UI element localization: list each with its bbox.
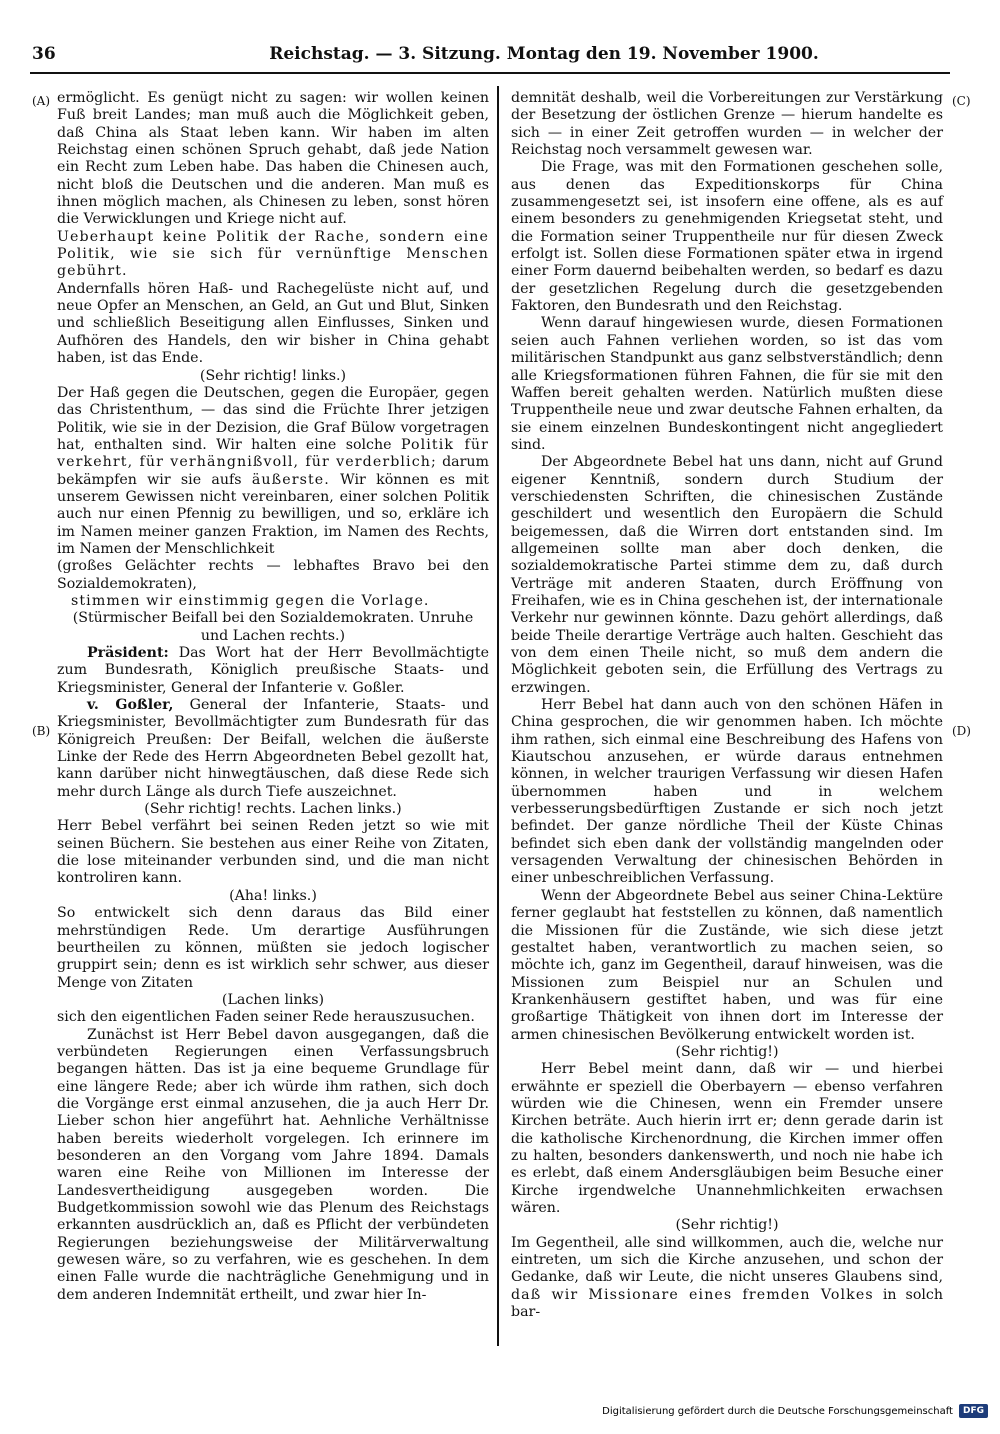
paragraph [511, 1235, 943, 1322]
page-header [30, 42, 948, 72]
emphasized-text: daß wir Missionare eines fremden Volkes [511, 1286, 874, 1303]
paragraph: ermöglicht. Es genügt nicht zu sagen: wir wollen keinen Fuß breit Landes; man muß auch die Möglichkeit geben, daß China als Staat leben kann. Wir haben im alten Reichstag einen schönen Spruch gehabt, daß jede Nation ein Recht zum Leben habe. Das haben die Chinesen auch, nicht bloß die Deutschen und die anderen. Man muß es ihnen möglich machen, als Chinesen zu leben, sonst hören die Verwicklungen und Kriege nicht auf. [57, 90, 489, 228]
interjection: (Lachen links) [221, 991, 325, 1008]
left-column [57, 90, 489, 1304]
paragraph: Andernfalls hören Haß- und Rachegelüste nicht auf, und neue Opfer an Menschen, an Geld, an Gut und Blut, Sinken und schließlich Beseitigung allen Einflusses, Sinken und Aufhören des Handels, den wir bisher in China gehabt haben, ist das Ende. [57, 280, 489, 367]
paragraph: Die Frage, was mit den Formationen geschehen solle, aus denen das Expeditionskorps für China zusammengesetzt sei, ist insofern eine offene, als es auf einem besonders zu genehmigenden Kriegsetat steht, und die Formation seiner Truppentheile nur für diesen Zweck erfolgt ist. Sollen diese Formationen später etwa in irgend einer Form dauernd beibehalten werden, so bedarf es dazu der gesetzlichen Regelung durch die gesetzgebenden Faktoren, den Bundesrath und den Reichstag. [511, 159, 943, 315]
speaker-name: v. Goßler, [87, 697, 174, 714]
interjection: (Sehr richtig!) [675, 1043, 779, 1060]
margin-mark-d: (D) [952, 724, 971, 738]
speech-text: General der Infanterie, Staats- und Kriegsminister, Bevollmächtigter zum Bundesrath für das Königreich Preußen: Der Beifall, welchen die äußerste Linke der Rede des Herrn Abgeordneten Bebel gezollt hat, kann darüber nicht hinwegtäuschen, daß diese Rede sich mehr durch Länge als durch Tiefe auszeichnet. [57, 697, 489, 800]
paragraph: Wenn der Abgeordnete Bebel aus seiner China-Lektüre ferner geglaubt hat feststellen zu können, daß namentlich die Missionen für die Zustände, wie sich diese jetzt gestaltet haben, verantwortlich zu machen seien, so möchte ich, ganz im Gegentheil, darauf hinweisen, was die Missionen zum Beispiel nur an Schulen und Krankenhäusern gestiftet haben, und was für eine großartige Thätigkeit von ihnen dort im Interesse der armen chinesischen Bevölkerung entwickelt worden ist. [511, 887, 943, 1043]
interjection: (Sehr richtig! rechts. Lachen links.) [144, 801, 402, 818]
footer-text: Digitalisierung gefördert durch die Deutsche Forschungsgemeinschaft [602, 1405, 953, 1417]
paragraph: Herr Bebel meint dann, daß wir — und hierbei erwähnte er speziell die Oberbayern — ebenso verfahren würden wie die Chinesen, wenn ein Fremder unsere Kirchen beträte. Auch hierin irrt er; denn gerade darin ist die katholische Kirchenordnung, die Kirchen immer offen zu halten, besonders dankenswerth, und noch nie habe ich es erlebt, daß einem Andersgläubigen beim Besuche einer Kirche irgendwelche Unannehmlichkeiten erwachsen wären. [511, 1061, 943, 1216]
emphasized-text: äußerste. [251, 471, 330, 488]
emphasized-text: Politik für verkehrt, für verhängnißvoll, für verderblich; [57, 436, 490, 471]
page-number: 36 [32, 44, 56, 64]
interjection: (Sehr richtig! links.) [199, 367, 347, 384]
paragraph: Herr Bebel verfährt bei seinen Reden jetzt so wie mit seinen Büchern. Sie bestehen aus einer Reihe von Zitaten, die lose miteinander verbunden sind, und die man nicht kontroliren kann. [57, 818, 489, 887]
running-title: Reichstag. — 3. Sitzung. Montag den 19. November 1900. [269, 44, 819, 64]
interjection: (Sehr richtig!) [675, 1217, 779, 1234]
paragraph: demnität deshalb, weil die Vorbereitungen zur Verstärkung der Besetzung der östlichen Grenze — hierum handelte es sich — in einer Zeit getroffen wurden — in welcher der Reichstag noch versammelt gewesen war. [511, 90, 943, 159]
margin-mark-b: (B) [32, 724, 51, 738]
text-run: darum bekämpfen wir sie aufs [57, 454, 489, 488]
text-run: in solch bar- [511, 1286, 943, 1321]
speaker-paragraph [57, 645, 489, 697]
emphasized-paragraph: stimmen wir einstimmig gegen die Vorlage. [71, 592, 430, 609]
text-run: Der Haß gegen die Deutschen, gegen die Europäer, gegen das Christenthum, — das sind die Früchte Ihrer jetzigen Politik, wie sie in der Dezision, die Graf Bülow vorgetragen hat, enthalten sind. Wir halten eine solche [57, 384, 489, 453]
footer [602, 1404, 988, 1418]
interjection: (Stürmischer Beifall bei den Sozialdemokraten. Unruhe und Lachen rechts.) [72, 610, 474, 644]
speaker-name: Präsident: [87, 645, 169, 661]
column-divider [497, 86, 499, 1346]
speaker-paragraph [57, 697, 489, 801]
emphasized-paragraph: Ueberhaupt keine Politik der Rache, sondern eine Politik, wie sie sich für vernünftige Menschen gebührt. [57, 228, 489, 280]
margin-mark-c: (C) [952, 94, 971, 108]
dfg-logo: DFG [959, 1404, 988, 1418]
paragraph [57, 385, 489, 558]
paragraph: Der Abgeordnete Bebel hat uns dann, nicht auf Grund eigener Kenntniß, sondern durch Studium der verschiedensten Schriften, die chinesischen Zustände geschildert und wesentlich den Europäern die Schuld beigemessen, daß die Wirren dort entstanden sind. Im allgemeinen sollte man aber doch denken, die sozialdemokratische Partei stimme dem zu, daß durch Verträge mit anderen Staaten, durch Eröffnung von Freihafen, wie es in China geschehen ist, der internationale Verkehr nur gewinnen könnte. Dazu gehört allerdings, daß beide Theile derartige Verträge auch halten. Geschieht das von dem einen Theile nicht, so muß dem andern die Möglichkeit geboten sein, die Erfüllung des Vertrags zu erzwingen. [511, 454, 943, 696]
text-run: Wir können es mit unserem Gewissen nicht vereinbaren, einer solchen Politik auch nur einen Pfennig zu bewilligen, und so, erkläre ich im Namen meiner ganzen Fraktion, im Namen des Rechts, im Namen der Menschlichkeit [57, 471, 490, 557]
paragraph: Herr Bebel hat dann auch von den schönen Häfen in China gesprochen, die wir genommen haben. Ich möchte ihm rathen, sich einmal eine Beschreibung des Hafens von Kiautschou anzusehen, er würde daraus entnehmen können, in welcher traurigen Verfassung wir diesen Hafen übernommen haben und in welchem verbesserungsbedürftigen Zustande er sich noch jetzt befindet. Der ganze nördliche Theil der Küste Chinas befindet sich eben dank der vollständig mangelnden oder versagenden Verwaltung der chinesischen Behörden in einer unbeschreiblichen Verfassung. [511, 697, 943, 887]
interjection: (Aha! links.) [229, 887, 317, 904]
right-column [511, 90, 943, 1321]
text-run: Im Gegentheil, alle sind willkommen, auch die, welche nur eintreten, um sich die Kirche anzusehen, und schon der Gedanke, daß wir Leute, die nicht unseres Glaubens sind, [511, 1234, 943, 1286]
paragraph: Zunächst ist Herr Bebel davon ausgegangen, daß die verbündeten Regierungen einen Verfassungsbruch begangen hätten. Das ist ja eine bequeme Grundlage für eine längere Rede; aber ich würde ihm rathen, sich doch die Vorgänge erst einmal anzusehen, die ja auch Herr Dr. Lieber schon hier angeführt hat. Aehnliche Verhältnisse haben bereits wiederholt vorgelegen. Ich erinnere im besonderen an den Vorgang vom Jahre 1894. Damals waren eine Reihe von Millionen im Interesse der Landesvertheidigung ausgegeben worden. Die Budgetkommission sowohl wie das Plenum des Reichstags erkannten ausdrücklich an, daß es Pflicht der verbündeten Regierungen beziehungsweise der Militärverwaltung gewesen wäre, so zu verfahren, wie es geschehen. In dem einen Falle wurde die nachträgliche Genehmigung und in dem anderen Indemnität ertheilt, und zwar hier In- [57, 1026, 489, 1303]
interjection: (großes Gelächter rechts — lebhaftes Bravo bei den Sozialdemokraten), [57, 558, 489, 592]
margin-mark-a: (A) [32, 94, 51, 108]
paragraph: sich den eigentlichen Faden seiner Rede herauszusuchen. [57, 1009, 475, 1026]
header-rule [30, 72, 950, 74]
speech-text: Das Wort hat der Herr Bevollmächtigte zum Bundesrath, Königlich preußische Staats- und Kriegsminister, General der Infanterie v. Goßler. [57, 645, 489, 696]
paragraph: Wenn darauf hingewiesen wurde, diesen Formationen seien auch Fahnen verliehen worden, so ist das vom militärischen Standpunkt aus ganz selbstverständlich; denn alle Kriegsformationen führen Fahnen, die für sie mit den Waffen bereit gehalten werden. Natürlich mußten diese Truppentheile neue und zwar deutsche Fahnen erhalten, da sie einem einzelnen Bundeskontingent nicht angegliedert sind. [511, 315, 943, 453]
paragraph: So entwickelt sich denn daraus das Bild einer mehrstündigen Rede. Um derartige Ausführungen beurtheilen zu können, müßten sie jedoch logischer gruppirt sein; denn es ist wirklich sehr schwer, aus dieser Menge von Zitaten [57, 905, 489, 991]
